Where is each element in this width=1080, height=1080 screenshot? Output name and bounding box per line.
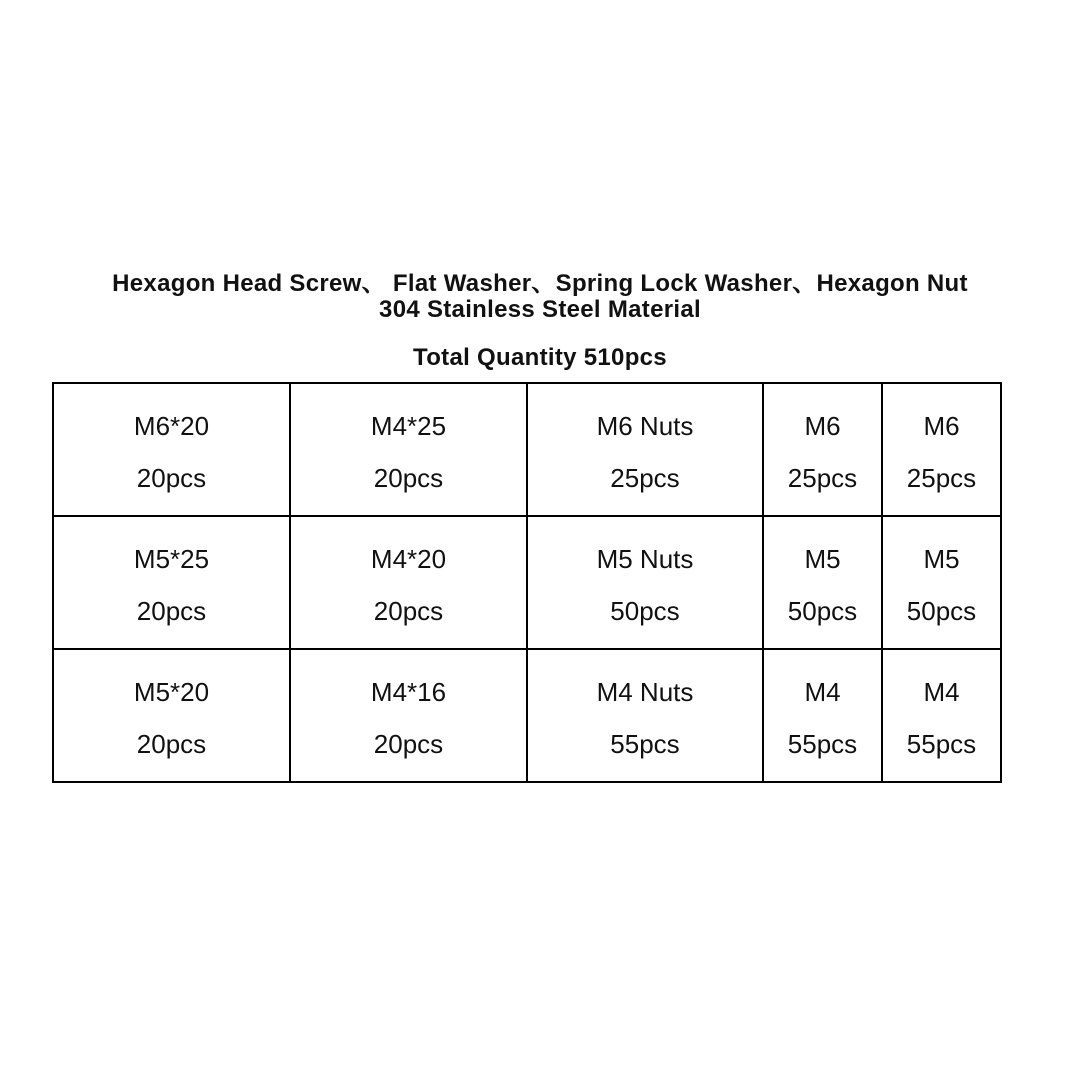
cell-size: M4: [923, 677, 960, 707]
table-row: [53, 383, 1001, 516]
product-title: Hexagon Head Screw、 Flat Washer、Spring Lock Washer、Hexagon Nut: [112, 270, 968, 297]
cell-qty: 50pcs: [906, 596, 977, 626]
cell-size: M5*20: [133, 677, 210, 707]
cell-size: M4*20: [370, 544, 447, 574]
cell-qty: 25pcs: [906, 463, 977, 493]
cell-qty: 25pcs: [610, 463, 680, 493]
material-subtitle: 304 Stainless Steel Material: [379, 296, 701, 323]
table-cell: [763, 516, 882, 649]
cell-size: M6: [804, 411, 841, 441]
table-cell: [882, 516, 1001, 649]
table-cell: [53, 516, 290, 649]
cell-qty: 20pcs: [373, 463, 444, 493]
table-cell: [290, 516, 527, 649]
table-cell: [290, 649, 527, 782]
table-cell: [527, 649, 763, 782]
table-cell: [763, 649, 882, 782]
cell-qty: 50pcs: [610, 596, 680, 626]
total-quantity: Total Quantity 510pcs: [413, 344, 667, 371]
cell-qty: 20pcs: [136, 596, 207, 626]
table-cell: [290, 383, 527, 516]
cell-size: M6: [923, 411, 960, 441]
cell-size: M4 Nuts: [596, 677, 694, 707]
table-cell: [527, 383, 763, 516]
cell-size: M6*20: [133, 411, 210, 441]
cell-size: M4: [804, 677, 841, 707]
table-cell: [882, 383, 1001, 516]
cell-qty: 20pcs: [373, 596, 444, 626]
cell-qty: 20pcs: [136, 729, 207, 759]
cell-size: M4*25: [370, 411, 447, 441]
cell-qty: 20pcs: [136, 463, 207, 493]
table-cell: [53, 383, 290, 516]
cell-qty: 50pcs: [787, 596, 858, 626]
cell-qty: 55pcs: [906, 729, 977, 759]
spec-table: [52, 382, 1002, 783]
cell-size: M5: [923, 544, 960, 574]
table-cell: [882, 649, 1001, 782]
table-row: [53, 516, 1001, 649]
cell-qty: 55pcs: [610, 729, 680, 759]
table-cell: [53, 649, 290, 782]
cell-size: M5*25: [133, 544, 210, 574]
cell-qty: 55pcs: [787, 729, 858, 759]
cell-qty: 20pcs: [373, 729, 444, 759]
cell-size: M5: [804, 544, 841, 574]
cell-qty: 25pcs: [787, 463, 858, 493]
table-cell: [527, 516, 763, 649]
table-cell: [763, 383, 882, 516]
cell-size: M4*16: [370, 677, 447, 707]
cell-size: M6 Nuts: [596, 411, 694, 441]
cell-size: M5 Nuts: [596, 544, 694, 574]
table-row: [53, 649, 1001, 782]
